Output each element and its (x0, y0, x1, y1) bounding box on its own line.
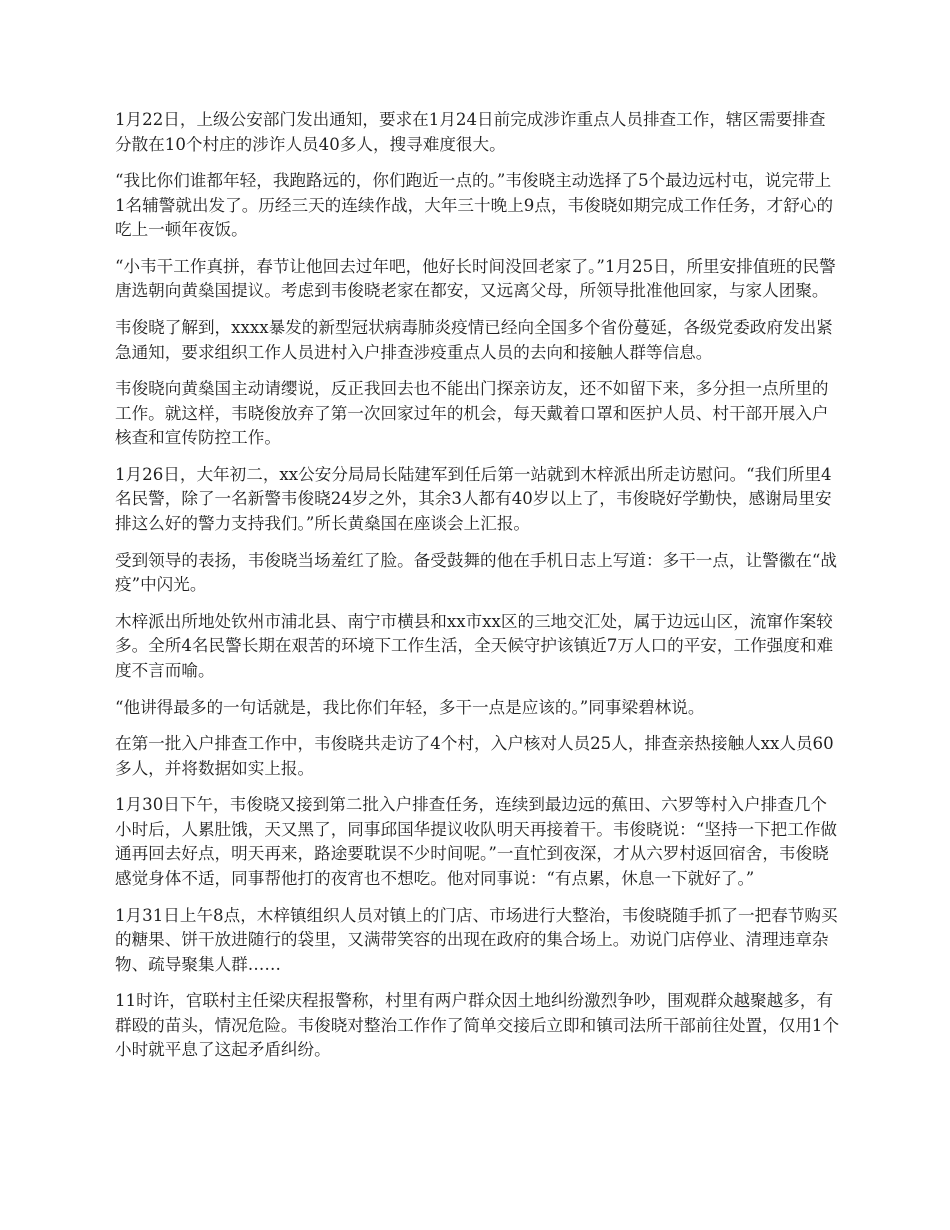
paragraph-5: 韦俊晓向黄燊国主动请缨说，反正我回去也不能出门探亲访友，还不如留下来，多分担一点所里的工作。就这样，韦晓俊放弃了第一次回家过年的机会，每天戴着口罩和医护人员、村干部开展入户核查和宣传防控工作。 (115, 379, 829, 448)
paragraph-7: 受到领导的表扬，韦俊晓当场羞红了脸。备受鼓舞的他在手机日志上写道：多干一点，让警徽在“战疫”中闪光。 (115, 550, 838, 595)
paragraph-9: “他讲得最多的一句话就是，我比你们年轻，多干一点是应该的。”同事梁碧林说。 (115, 697, 705, 717)
paragraph-3: “小韦干工作真拼，春节让他回去过年吧，他好长时间没回老家了。”1月25日，所里安排值班的民警唐选朝向黄燊国提议。考虑到韦俊晓老家在都安，又远离父母，所领导批准他回家，与家人团聚。 (115, 256, 836, 301)
paragraph-11: 1月30日下午，韦俊晓又接到第二批入户排查任务，连续到最边远的蕉田、六罗等村入户排查几个小时后，人累肚饿，天又黑了，同事邱国华提议收队明天再接着干。韦俊晓说：“坚持一下把工作做通再回去好点，明天再来，路途要耽误不少时间呢。”一直忙到夜深，才从六罗村返回宿舍，韦俊晓感觉身体不适，同事帮他打的夜宵也不想吃。他对同事说：“有点累，休息一下就好了。” (115, 795, 838, 888)
paragraph-10: 在第一批入户排查工作中，韦俊晓共走访了4个村，入户核对人员25人，排查亲热接触人xx人员60多人，并将数据如实上报。 (115, 734, 834, 778)
paragraph-2: “我比你们谁都年轻，我跑路远的，你们跑近一点的。”韦俊晓主动选择了5个最边远村屯，说完带上1名辅警就出发了。历经三天的连续作战，大年三十晚上9点，韦俊晓如期完成工作任务，才舒心的吃上一顿年夜饭。 (115, 171, 834, 240)
paragraph-6: 1月26日，大年初二，xx公安分局局长陆建军到任后第一站就到木梓派出所走访慰问。“我们所里4名民警，除了一名新警韦俊晓24岁之外，其余3人都有40岁以上了，韦俊晓好学勤快，感谢局里安排这么好的警力支持我们。”所长黄燊国在座谈会上汇报。 (115, 464, 832, 533)
paragraph-1: 1月22日，上级公安部门发出通知，要求在1月24日前完成涉诈重点人员排查工作，辖区需要排查分散在10个村庄的涉诈人员40多人，搜寻难度很大。 (115, 110, 826, 154)
paragraph-13: 11时许，官联村主任梁庆程报警称，村里有两户群众因土地纠纷激烈争吵，围观群众越聚越多，有群殴的苗头，情况危险。韦俊晓对整治工作作了简单交接后立即和镇司法所干部前往处置，仅用1个小时就平息了这起矛盾纠纷。 (115, 991, 840, 1060)
document-body (115, 108, 840, 1075)
paragraph-4: 韦俊晓了解到，xxxx暴发的新型冠状病毒肺炎疫情已经向全国多个省份蔓延，各级党委政府发出紧急通知，要求组织工作人员进村入户排查涉疫重点人员的去向和接触人群等信息。 (115, 318, 833, 362)
paragraph-8: 木梓派出所地处钦州市浦北县、南宁市横县和xx市xx区的三地交汇处，属于边远山区，流窜作案较多。全所4名民警长期在艰苦的环境下工作生活，全天候守护该镇近7万人口的平安，工作强度和难度不言而喻。 (115, 611, 834, 680)
paragraph-12: 1月31日上午8点，木梓镇组织人员对镇上的门店、市场进行大整治，韦俊晓随手抓了一把春节购买的糖果、饼干放进随行的袋里，又满带笑容的出现在政府的集合场上。劝说门店停业、清理违章杂物、疏导聚集人群…… (115, 905, 838, 974)
